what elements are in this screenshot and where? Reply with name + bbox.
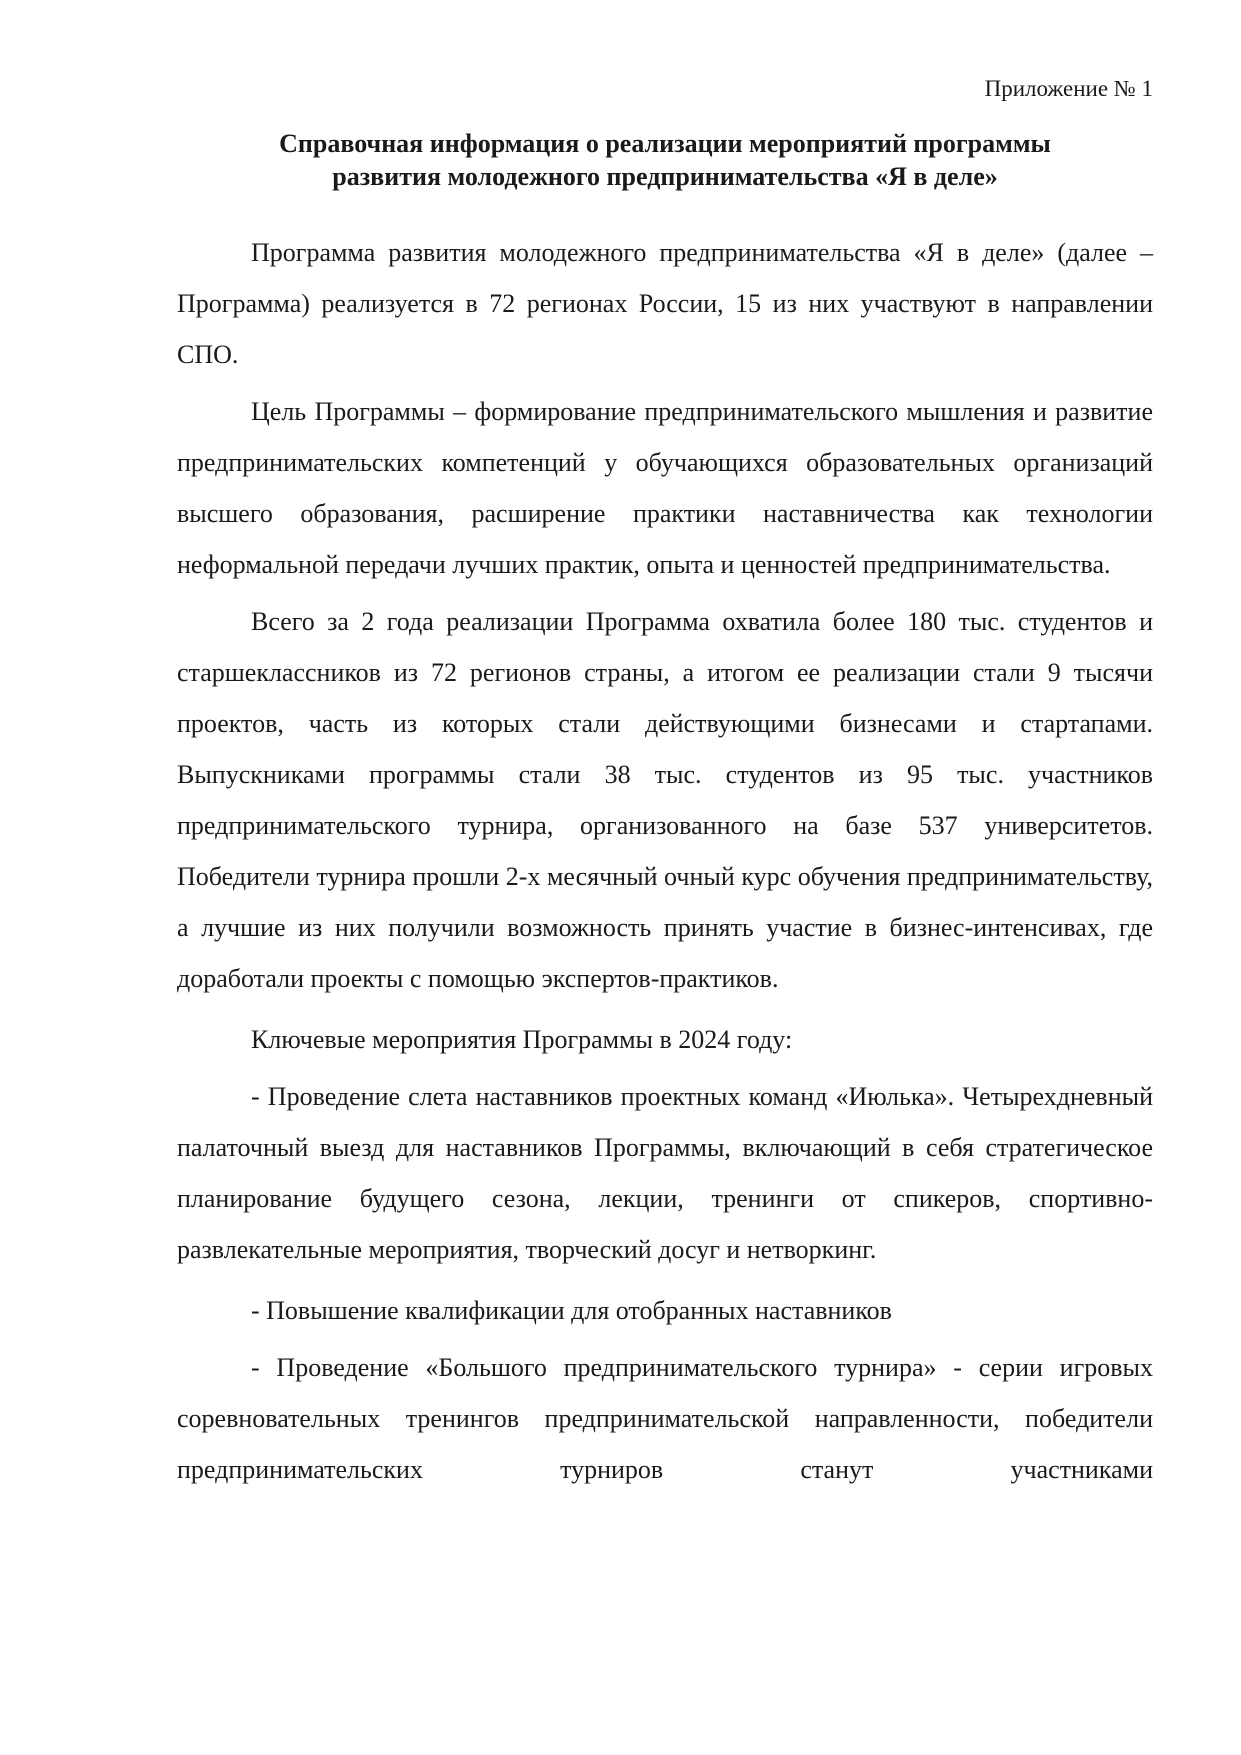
document-title: [177, 127, 1153, 193]
paragraph-event-mentors-camp: - Проведение слета наставников проектных команд «Июлька». Четырехдневный палаточный выезд для наставников Программы, включающий в себя стратегическое планирование будущего сезона, лекции, тренинги от спикеров, спортивно-развлекательные мероприятия, творческий досуг и нетворкинг.: [177, 1082, 1153, 1264]
document-body: [177, 227, 1153, 1495]
paragraph-key-events-heading: Ключевые мероприятия Программы в 2024 году:: [251, 1025, 793, 1054]
title-line-2: развития молодежного предпринимательства «Я в деле»: [332, 162, 998, 191]
paragraph-program-results: Всего за 2 года реализации Программа охватила более 180 тыс. студентов и старшеклассников из 72 регионов страны, а итогом ее реализации стали 9 тысячи проектов, часть из которых стали действующими бизнесами и стартапами. Выпускниками программы стали 38 тыс. студентов из 95 тыс. участников предпринимательского турнира, организованного на базе 537 университетов. Победители турнира прошли 2-х месячный очный курс обучения предпринимательству, а лучшие из них получили возможность принять участие в бизнес-интенсивах, где доработали проекты с помощью экспертов-практиков.: [177, 607, 1153, 993]
paragraph-event-qualification: - Повышение квалификации для отобранных наставников: [251, 1296, 892, 1325]
paragraph-program-intro: Программа развития молодежного предпринимательства «Я в деле» (далее – Программа) реализуется в 72 регионах России, 15 из них участвуют в направлении СПО.: [177, 238, 1153, 369]
paragraph-event-tournament: - Проведение «Большого предпринимательского турнира» - серии игровых соревновательных тренингов предпринимательской направленности, победители предпринимательских турниров станут участниками: [177, 1353, 1153, 1484]
appendix-label: Приложение № 1: [984, 76, 1153, 101]
title-line-1: Справочная информация о реализации мероприятий программы: [279, 129, 1051, 158]
paragraph-program-goal: Цель Программы – формирование предпринимательского мышления и развитие предпринимательских компетенций у обучающихся образовательных организаций высшего образования, расширение практики наставничества как технологии неформальной передачи лучших практик, опыта и ценностей предпринимательства.: [177, 397, 1153, 579]
document-page: [177, 0, 1153, 1755]
